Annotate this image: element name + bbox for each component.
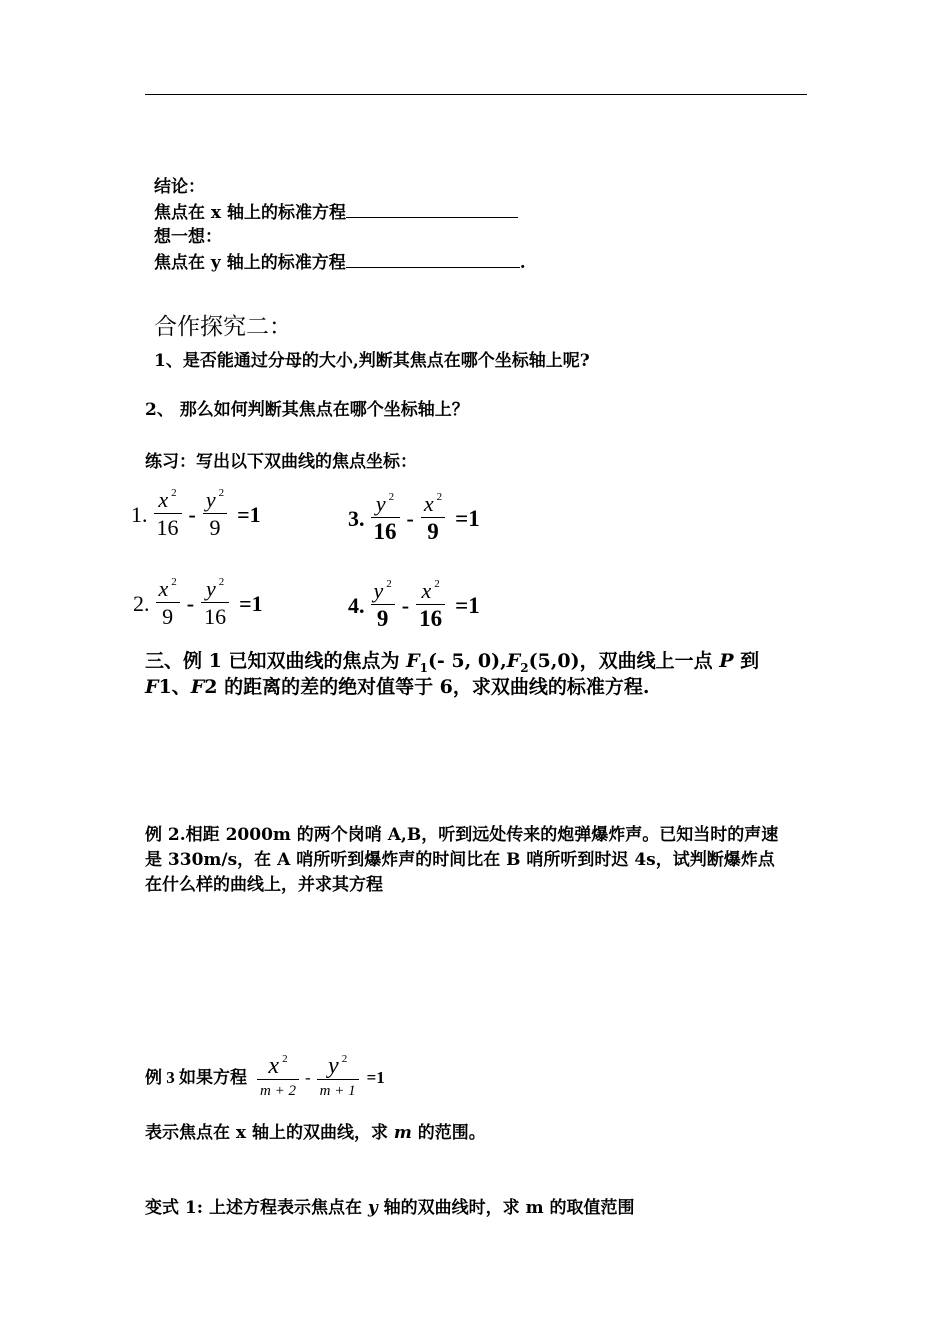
- minus-sign: -: [186, 590, 195, 616]
- section2-title: 合作探究二：: [154, 314, 292, 340]
- fraction: x $^2$ 9: [421, 491, 445, 546]
- minus-sign: -: [406, 505, 414, 531]
- fraction: x $^2$ m + 2: [257, 1053, 299, 1102]
- example2-line1: 例 2.相距 2000m 的两个岗哨 A,B，听到远处传来的炮弹爆炸声。已知当时的声速: [145, 825, 779, 845]
- example1-line2: F1、F2 的距离的差的绝对值等于 6，求双曲线的标准方程.: [145, 676, 650, 698]
- eq-rhs: =1: [455, 592, 480, 618]
- eq-index: 4.: [348, 592, 365, 618]
- answer-blank-y[interactable]: [346, 250, 520, 268]
- example1-line1: 三、例 1 已知双曲线的焦点为 $F_1(-$ 5, $0),F_2(5,0)$，双曲线上一点 P 到: [145, 650, 760, 675]
- example3-equation: [145, 1053, 385, 1102]
- minus-sign: -: [188, 501, 196, 527]
- section2-q2: 2、 那么如何判断其焦点在哪个坐标轴上？: [145, 400, 469, 420]
- fraction: y $^2$ 16: [371, 491, 400, 546]
- fraction: y $^2$ m + 1: [317, 1053, 359, 1102]
- practice-label: 练习：写出以下双曲线的焦点坐标：: [145, 452, 417, 472]
- practice-eq-4: [348, 578, 480, 633]
- conclusion-x-axis: [154, 200, 518, 225]
- eq-index: 2.: [133, 590, 150, 616]
- fraction: x $^2$ 16: [154, 487, 182, 542]
- think-label: 想一想：: [154, 227, 222, 247]
- example2-line3: 在什么样的曲线上，并求其方程: [145, 875, 383, 895]
- conclusion-y-axis: [154, 250, 526, 275]
- eq-rhs: =1: [237, 501, 261, 527]
- practice-eq-2: [133, 576, 263, 631]
- practice-eq-1: [131, 487, 261, 542]
- eq-rhs: =1: [455, 505, 480, 531]
- answer-blank-x[interactable]: [346, 200, 518, 218]
- conclusion-label: 结论：: [154, 177, 205, 197]
- fraction: y $^2$ 9: [371, 578, 395, 633]
- fraction: x $^2$ 16: [416, 578, 445, 633]
- conclusion-x-axis-text: 焦点在 x 轴上的标准方程: [154, 203, 346, 223]
- fraction: x $^2$ 9: [156, 576, 180, 631]
- conclusion-y-axis-text: 焦点在 y 轴上的标准方程: [154, 253, 346, 273]
- section2-q1: 1、是否能通过分母的大小,判断其焦点在哪个坐标轴上呢?: [154, 351, 590, 371]
- conclusion-y-axis-end: .: [519, 253, 526, 273]
- eq-index: 3.: [348, 505, 365, 531]
- minus-sign: -: [304, 1067, 311, 1087]
- practice-eq-3: [348, 491, 480, 546]
- example3-line2: 表示焦点在 x 轴上的双曲线，求 m 的范围。: [145, 1123, 486, 1143]
- eq-rhs: =1: [366, 1067, 385, 1087]
- variant1-text: 变式 1: 上述方程表示焦点在 y 轴的双曲线时，求 m 的取值范围: [145, 1198, 635, 1218]
- eq-rhs: =1: [239, 590, 263, 616]
- example3-label: 例 3 如果方程: [145, 1067, 247, 1087]
- example2-line2: 是 330m/s，在 A 哨所听到爆炸声的时间比在 B 哨所听到时迟 4s，试判断爆炸点: [145, 850, 775, 870]
- header-rule: [145, 94, 807, 95]
- fraction: y $^2$ 16: [201, 576, 229, 631]
- fraction: y $^2$ 9: [203, 487, 227, 542]
- minus-sign: -: [401, 592, 410, 618]
- eq-index: 1.: [131, 501, 148, 527]
